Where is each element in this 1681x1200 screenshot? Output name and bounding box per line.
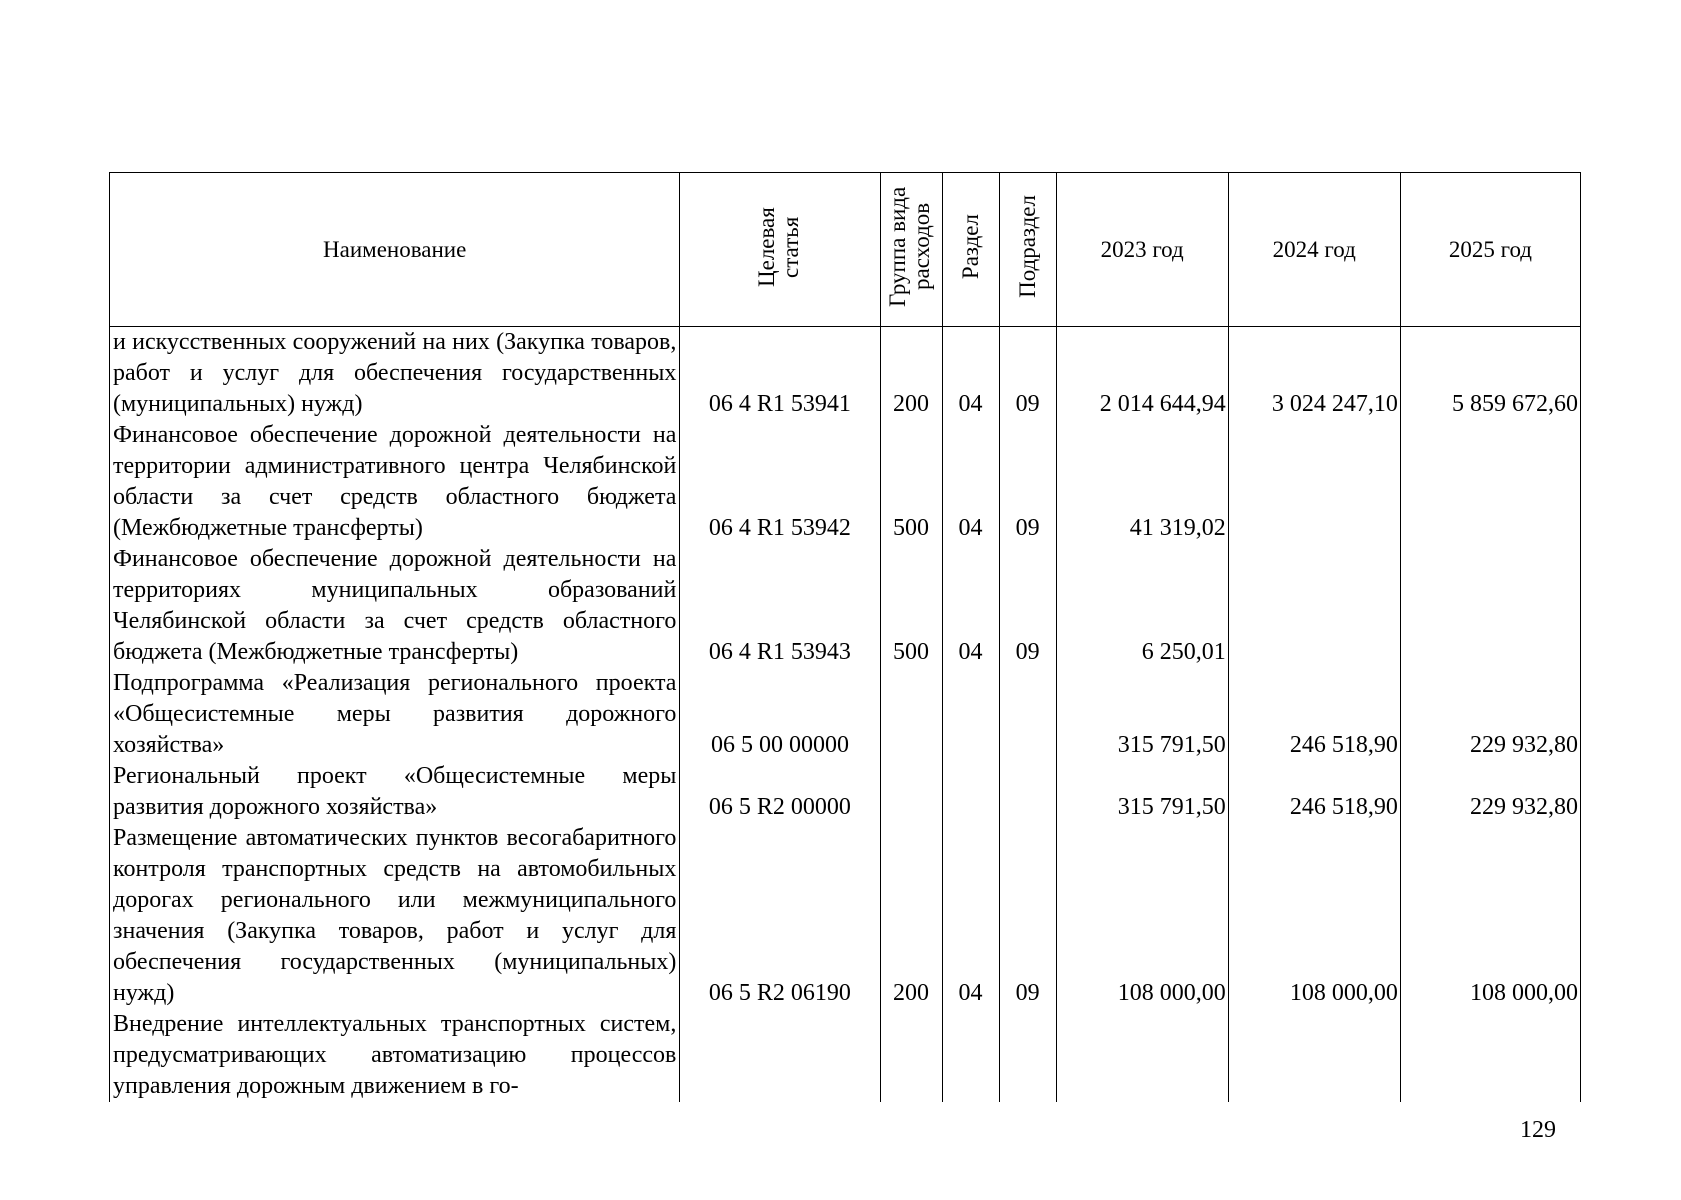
header-subsection-label: Подраздел (1014, 195, 1040, 298)
row-target-article: 06 5 R2 00000 (680, 761, 880, 823)
row-amount-2023: 108 000,00 (1056, 823, 1228, 1009)
row-name: Внедрение интеллектуальных транспортных систем, предусматривающих автоматизацию процессов управления дорожным движением в го- (110, 1009, 680, 1102)
row-name: Финансовое обеспечение дорожной деятельности на территориях муниципальных образований Челябинской области за счет средств областного бюджета (Межбюджетные трансферты) (110, 544, 680, 668)
table-row (110, 668, 1581, 761)
header-expense-group (880, 173, 942, 327)
row-amount-2024: 246 518,90 (1228, 668, 1400, 761)
row-subsection: 09 (999, 544, 1056, 668)
row-amount-2024: 3 024 247,10 (1228, 327, 1400, 421)
row-section (942, 761, 999, 823)
table-header-row (110, 173, 1581, 327)
table-row (110, 761, 1581, 823)
row-amount-2024 (1228, 1009, 1400, 1102)
row-amount-2024 (1228, 420, 1400, 544)
page-number: 129 (1520, 1117, 1556, 1143)
row-amount-2025 (1400, 420, 1580, 544)
budget-table (109, 172, 1581, 1102)
row-subsection (999, 668, 1056, 761)
row-subsection (999, 1009, 1056, 1102)
row-expense-group (880, 668, 942, 761)
row-subsection: 09 (999, 327, 1056, 421)
row-amount-2025 (1400, 544, 1580, 668)
row-name: Подпрограмма «Реализация регионального проекта «Общесистемные меры развития дорожного хозяйства» (110, 668, 680, 761)
header-subsection (999, 173, 1056, 327)
row-target-article: 06 4 R1 53941 (680, 327, 880, 421)
row-target-article (680, 1009, 880, 1102)
row-section (942, 1009, 999, 1102)
row-amount-2024: 246 518,90 (1228, 761, 1400, 823)
header-section (942, 173, 999, 327)
row-amount-2025: 229 932,80 (1400, 668, 1580, 761)
row-amount-2023: 315 791,50 (1056, 668, 1228, 761)
row-section: 04 (942, 420, 999, 544)
row-expense-group: 200 (880, 823, 942, 1009)
row-subsection: 09 (999, 420, 1056, 544)
row-expense-group (880, 761, 942, 823)
row-expense-group (880, 1009, 942, 1102)
row-section: 04 (942, 544, 999, 668)
table-row (110, 544, 1581, 668)
table-row (110, 327, 1581, 421)
header-year-2024: 2024 год (1228, 173, 1400, 327)
row-amount-2024: 108 000,00 (1228, 823, 1400, 1009)
budget-table-container (109, 172, 1581, 1100)
header-target-article-label: Целевая статья (753, 206, 803, 287)
row-amount-2023: 6 250,01 (1056, 544, 1228, 668)
row-amount-2025 (1400, 1009, 1580, 1102)
row-amount-2023: 315 791,50 (1056, 761, 1228, 823)
header-section-label: Раздел (957, 213, 983, 280)
row-section (942, 668, 999, 761)
header-expense-group-label: Группа вида расходов (885, 186, 935, 307)
row-subsection (999, 761, 1056, 823)
row-subsection: 09 (999, 823, 1056, 1009)
row-name: Финансовое обеспечение дорожной деятельности на территории административного центра Челябинской области за счет средств областного бюджета (Межбюджетные трансферты) (110, 420, 680, 544)
row-name: и искусственных сооружений на них (Закупка товаров, работ и услуг для обеспечения государственных (муниципальных) нужд) (110, 327, 680, 421)
row-section: 04 (942, 327, 999, 421)
header-year-2025: 2025 год (1400, 173, 1580, 327)
row-amount-2024 (1228, 544, 1400, 668)
row-target-article: 06 5 00 00000 (680, 668, 880, 761)
row-amount-2025: 5 859 672,60 (1400, 327, 1580, 421)
row-target-article: 06 4 R1 53943 (680, 544, 880, 668)
row-target-article: 06 5 R2 06190 (680, 823, 880, 1009)
header-name: Наименование (110, 173, 680, 327)
table-row (110, 1009, 1581, 1102)
row-expense-group: 500 (880, 420, 942, 544)
row-section: 04 (942, 823, 999, 1009)
row-target-article: 06 4 R1 53942 (680, 420, 880, 544)
table-row (110, 420, 1581, 544)
row-expense-group: 500 (880, 544, 942, 668)
table-row (110, 823, 1581, 1009)
row-amount-2025: 108 000,00 (1400, 823, 1580, 1009)
header-target-article (680, 173, 880, 327)
header-year-2023: 2023 год (1056, 173, 1228, 327)
row-expense-group: 200 (880, 327, 942, 421)
row-amount-2023 (1056, 1009, 1228, 1102)
row-amount-2023: 41 319,02 (1056, 420, 1228, 544)
row-amount-2023: 2 014 644,94 (1056, 327, 1228, 421)
row-name: Размещение автоматических пунктов весогабаритного контроля транспортных средств на автомобильных дорогах регионального или межмуниципального значения (Закупка товаров, работ и услуг для обеспечения государственных (муниципальных) нужд) (110, 823, 680, 1009)
row-amount-2025: 229 932,80 (1400, 761, 1580, 823)
row-name: Региональный проект «Общесистемные меры развития дорожного хозяйства» (110, 761, 680, 823)
